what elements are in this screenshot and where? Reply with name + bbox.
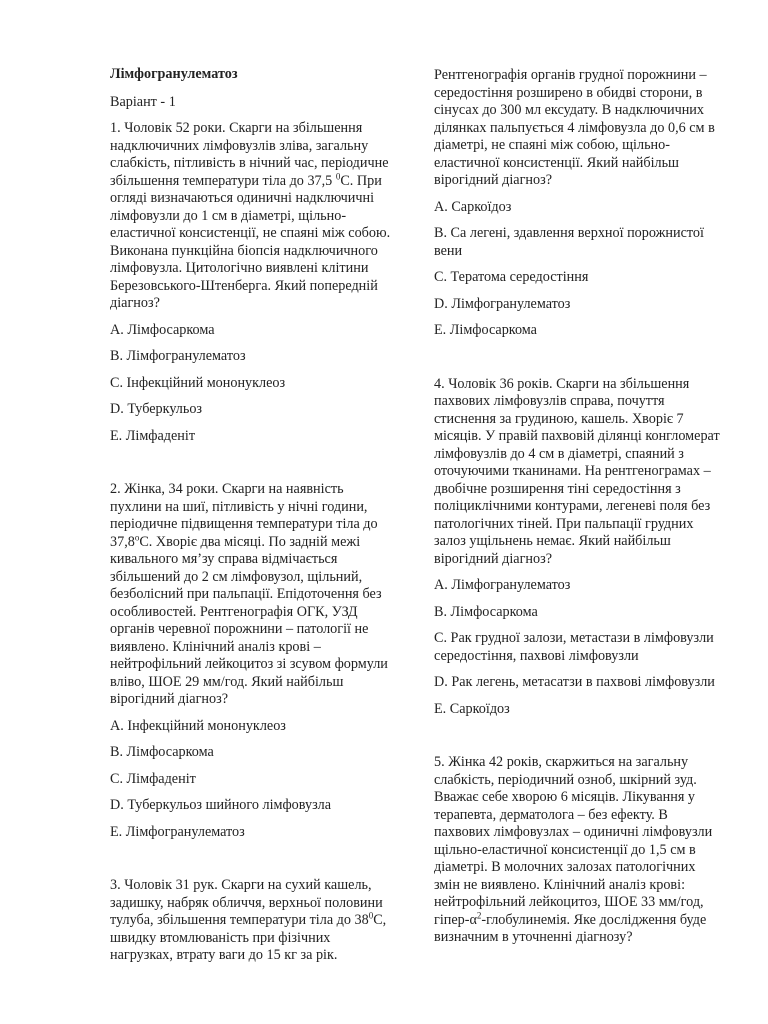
- question-1-option-b: B. Лімфогранулематоз: [110, 348, 246, 364]
- question-2-text-part: 2. Жінка, 34 роки. Скарги на наявність пухлини на шиї, пітливість у нічні години, періодичне підвищення температури тіла до 37,8: [110, 481, 378, 550]
- question-3-option-a: A. Саркоїдоз: [434, 198, 512, 215]
- question-1-text-part: С. При огляді визначаються одиничні надключичні лімфовузли до 1 см в діаметрі, щільно-еластичної консистенції, не спаяні між собою. Виконана пункційна біопсія надключичного лімфовузла. Цитологічно виявлені клітини Березовського-Штенберга. Який попередній діагноз?: [110, 172, 391, 311]
- question-5-text: [434, 754, 724, 947]
- question-2-option-e: E. Лімфогранулематоз: [110, 823, 245, 840]
- question-5-text-part: 5. Жінка 42 років, скаржиться на загальну слабкість, періодичний озноб, шкірний зуд. Вважає себе хворою 6 місяців. Лікування у терапевта, дерматолога – без ефекту. В пахвових лімфовузлах – одиничні лімфовузли щільно-еластичної консистенції до 1,5 см в діаметрі. В молочних залозах патологічних змін не виявлено. Клінічний аналіз крові: нейтрофільний лейкоцитоз, ШОЕ 33 мм/год, гіпер-α: [434, 754, 713, 928]
- superscript: 2: [476, 909, 482, 920]
- variant-label: Варіант - 1: [110, 93, 176, 110]
- question-4-option-b: B. Лімфосаркома: [434, 603, 538, 620]
- question-1-option-c: C. Інфекційний мононуклеоз: [110, 374, 286, 391]
- question-3-option-b: B. Са легені, здавлення верхної порожнистої вени: [434, 225, 704, 259]
- question-1-option-d: D. Туберкульоз: [110, 401, 203, 417]
- question-1-option-e: E. Лімфаденіт: [110, 427, 196, 444]
- question-3-option-c: C. Тератома середостіння: [434, 269, 589, 285]
- question-1-text-part: 1. Чоловік 52 роки. Скарги на збільшення надключичних лімфовузлів зліва, загальну слабкість, пітливість в нічний час, періодичне збільшення температури тіла до 37,5: [110, 120, 389, 189]
- question-3-option-d: D. Лімфогранулематоз: [434, 295, 571, 312]
- question-2-option-a: A. Інфекційний мононуклеоз: [110, 717, 286, 734]
- right-column: [434, 66, 724, 956]
- question-3-text-part: 3. Чоловік 31 рук. Скарги на сухий кашель, задишку, набряк обличчя, верхньої половини тулуба, збільшення температури тіла до 38: [110, 877, 383, 928]
- question-3-text: [110, 877, 395, 965]
- question-2-text: [110, 481, 395, 709]
- left-column: [110, 66, 395, 974]
- spacer: [110, 850, 395, 877]
- question-4-text: 4. Чоловік 36 років. Скарги на збільшення пахвових лімфовузлів справа, почуття стиснення за грудиною, кашель. Хворіє 7 місяців. У правій пахвовій ділянці конгломерат лімфовузлів до 4 см в діаметрі, спаяний з оточуючими тканинами. На рентгенограмах – двобічне розширення тіні середостіння з поліциклічними контурами, легеневі поля без патологічних тіней. При пальпації грудних залоз ущільнень немає. Який найбільш вірогідний діагноз?: [434, 375, 720, 567]
- question-2-option-b: B. Лімфосаркома: [110, 744, 214, 760]
- spacer: [434, 727, 724, 754]
- question-2-option-c: C. Лімфаденіт: [110, 770, 196, 787]
- spacer: [434, 349, 724, 376]
- question-4-option-d: D. Рак легень, метасатзи в пахвові лімфовузли: [434, 674, 715, 690]
- degree-superscript: 0: [335, 170, 341, 181]
- question-1-option-a: A. Лімфосаркома: [110, 321, 215, 338]
- question-4-option-c: C. Рак грудної залози, метастази в лімфовузли середостіння, пахвові лімфовузли: [434, 630, 714, 664]
- degree-superscript: о: [134, 531, 140, 542]
- question-3-text-part: С, швидку втомлюваність при фізічних нагрузках, втрату ваги до 15 кг за рік.: [110, 912, 387, 963]
- question-1-text: [110, 120, 395, 313]
- document-title: Лімфогранулематоз: [110, 66, 238, 82]
- spacer: [110, 454, 395, 481]
- question-4-option-e: E. Саркоїдоз: [434, 700, 510, 717]
- question-3-option-e: E. Лімфосаркома: [434, 322, 537, 338]
- degree-superscript: 0: [368, 910, 374, 921]
- question-2-option-d: D. Туберкульоз шийного лімфовузла: [110, 797, 332, 813]
- question-4-option-a: A. Лімфогранулематоз: [434, 577, 571, 593]
- question-2-text-part: С. Хворіє два місяці. По задній межі кивального мя’зу справа відмічається збільшений до 2 см лімфовузол, щільний, безболісний при пальпації. Епідоточення без особливостей. Рентгенографія ОГК, УЗД органів черевної порожнини – патології не виявлено. Клінічний аналіз крові – нейтрофільний лейкоцитоз зі зсувом формули вліво, ШОЕ 29 мм/год. Який найбільш вірогідний діагноз?: [110, 533, 388, 707]
- question-5-text-part: -глобулинемія. Яке дослідження буде визначним в уточненні діагнозу?: [434, 911, 707, 945]
- question-3-continuation: Рентгенографія органів грудної порожнини – середостіння розширено в обидві сторони, в сінусах до 300 мл ексудату. В надключичних ділянках пальпується 4 лімфовузла до 0,6 см в діаметрі, не спаяні між собою, щільно-еластичної консистенції. Який найбільш вірогідний діагноз?: [434, 67, 715, 188]
